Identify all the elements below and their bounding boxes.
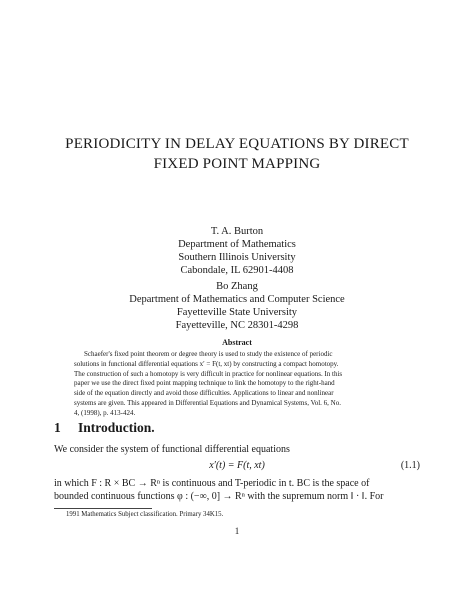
abstract-line: systems are given. This appeared in Differential Equations and Dynamical Systems, Vol. 6, No. (74, 398, 341, 407)
equation-number: (1.1) (400, 460, 420, 471)
author-department: Department of Mathematics and Computer Science (129, 294, 345, 305)
section-title: Introduction. (78, 420, 155, 435)
body-line: bounded continuous functions φ : (−∞, 0] → Rⁿ with the supremum norm ‖ · ‖. For (54, 491, 384, 502)
footnote-rule (54, 508, 152, 509)
paper-title (0, 134, 474, 174)
abstract-line: 4, (1998), p. 413-424. (74, 408, 136, 417)
title-line-2: FIXED POINT MAPPING (153, 156, 321, 172)
intro-paragraph: We consider the system of functional differential equations (54, 444, 290, 455)
body-paragraph (54, 477, 420, 503)
author-block-1 (0, 225, 474, 277)
author-address: Cabondale, IL 62901-4408 (180, 265, 294, 276)
abstract-line: side of the equation directly and avoid those difficulties. Applications to linear and nonlinear (74, 389, 334, 398)
title-line-1: PERIODICITY IN DELAY EQUATIONS BY DIRECT (65, 136, 409, 152)
abstract-body (74, 350, 400, 419)
abstract-heading: Abstract (222, 338, 252, 347)
author-block-2 (0, 280, 474, 332)
body-line: in which F : R × BC → Rⁿ is continuous and T-periodic in t. BC is the space of (54, 478, 370, 489)
abstract-line: paper we use the direct fixed point mapping technique to link the homotopy to the right-hand (74, 379, 335, 388)
author-institution: Southern Illinois University (178, 252, 296, 263)
abstract-line: Schaefer's fixed point theorem or degree theory is used to study the existence of periodic (84, 350, 333, 358)
author-name: T. A. Burton (210, 226, 264, 237)
equation-body: x′(t) = F(t, xt) (209, 460, 265, 471)
abstract-line: solutions in functional differential equations x′ = F(t, xt) by constructing a compact homotopy. (74, 359, 339, 368)
author-institution: Fayetteville State University (176, 307, 298, 318)
section-number: 1 (54, 420, 61, 435)
author-address: Fayetteville, NC 28301-4298 (175, 320, 299, 331)
abstract-line: The construction of such a homotopy is very difficult in practice for nonlinear equations. In this (74, 369, 343, 378)
author-department: Department of Mathematics (178, 239, 296, 250)
author-name: Bo Zhang (216, 281, 258, 292)
section-heading (54, 420, 155, 436)
page-number: 1 (234, 526, 240, 536)
footnote: 1991 Mathematics Subject classification. Primary 34K15. (66, 511, 224, 518)
